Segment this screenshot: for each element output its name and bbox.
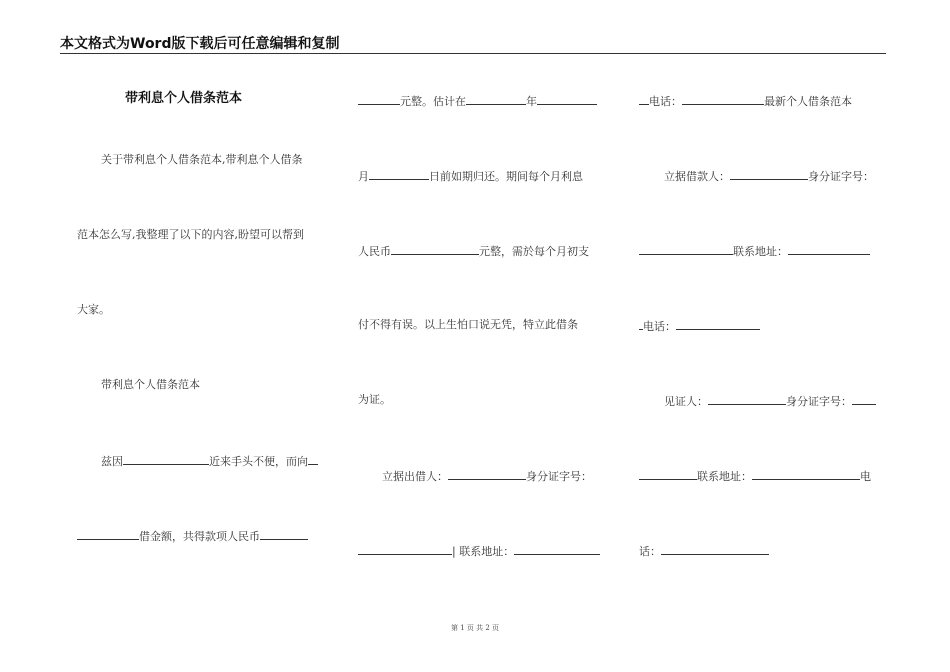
blank-underline[interactable] xyxy=(391,243,479,255)
text-fragment: 立据出借人： xyxy=(382,470,448,483)
paragraph-line xyxy=(639,93,852,109)
paragraph-line: 为证。 xyxy=(358,393,391,406)
page-number: 第 1 页 共 2 页 xyxy=(450,624,500,632)
text-fragment: 月 xyxy=(358,170,369,183)
text-fragment: 电 xyxy=(860,470,871,483)
text-fragment: 日前如期归还。期间每个月利息 xyxy=(429,170,583,183)
blank-underline[interactable] xyxy=(639,93,649,105)
blank-underline[interactable] xyxy=(77,528,139,540)
document-title: 带利息个人借条范本 xyxy=(125,91,243,106)
page-footer xyxy=(0,623,950,633)
paragraph-line xyxy=(77,528,308,544)
paragraph-line xyxy=(358,168,583,184)
text-fragment: 借金额，共得款项人民币 xyxy=(139,530,260,543)
blank-underline[interactable] xyxy=(852,393,876,405)
blank-underline[interactable] xyxy=(639,468,697,480)
blank-underline[interactable] xyxy=(639,243,733,255)
text-fragment: 见证人： xyxy=(664,395,708,408)
paragraph-line xyxy=(358,93,597,109)
blank-underline[interactable] xyxy=(708,393,786,405)
paragraph-line xyxy=(639,543,769,559)
section-subtitle: 带利息个人借条范本 xyxy=(101,378,200,391)
text-fragment: 最新个人借条范本 xyxy=(764,95,852,108)
text-fragment: 年 xyxy=(526,95,537,108)
blank-underline[interactable] xyxy=(260,528,308,540)
paragraph-line: 关于带利息个人借条范本,带利息个人借条 xyxy=(101,153,303,166)
text-fragment: 立据借款人： xyxy=(664,170,730,183)
paragraph-line xyxy=(664,168,874,184)
blank-underline[interactable] xyxy=(752,468,860,480)
text-fragment: 人民币 xyxy=(358,245,391,258)
paragraph-line xyxy=(382,468,592,484)
blank-underline[interactable] xyxy=(682,93,764,105)
header-title: 本文格式为Word版下载后可任意编辑和复制 xyxy=(60,36,340,52)
paragraph-line: 付不得有误。以上生怕口说无凭，特立此借条 xyxy=(358,318,578,331)
paragraph-line xyxy=(358,243,589,259)
paragraph-line xyxy=(639,243,870,259)
text-fragment: 联系地址： xyxy=(733,245,788,258)
text-fragment: 电话： xyxy=(649,95,682,108)
blank-underline[interactable] xyxy=(358,93,400,105)
paragraph-line xyxy=(639,468,871,484)
blank-underline[interactable] xyxy=(308,453,318,465)
text-fragment: 身分证字号： xyxy=(526,470,592,483)
text-fragment: 电话： xyxy=(643,320,676,333)
paragraph-line xyxy=(358,543,600,559)
text-fragment: 身分证字号： xyxy=(808,170,874,183)
blank-underline[interactable] xyxy=(676,318,760,330)
text-fragment: 元整。估计在 xyxy=(400,95,466,108)
blank-underline[interactable] xyxy=(466,93,526,105)
text-fragment: 话： xyxy=(639,545,661,558)
blank-underline[interactable] xyxy=(514,543,600,555)
blank-underline[interactable] xyxy=(358,543,452,555)
blank-underline[interactable] xyxy=(730,168,808,180)
text-fragment: 联系地址： xyxy=(697,470,752,483)
text-fragment: 近来手头不便，而向 xyxy=(209,455,308,468)
paragraph-line xyxy=(639,318,760,334)
blank-underline[interactable] xyxy=(123,453,209,465)
text-fragment: 元整，需於每个月初支 xyxy=(479,245,589,258)
blank-underline[interactable] xyxy=(661,543,769,555)
paragraph-line xyxy=(101,453,318,469)
document-header xyxy=(60,35,886,54)
blank-underline[interactable] xyxy=(788,243,870,255)
paragraph-line: 范本怎么写,我整理了以下的内容,盼望可以帮到 xyxy=(77,228,304,241)
blank-underline[interactable] xyxy=(537,93,597,105)
text-fragment: 身分证字号： xyxy=(786,395,852,408)
blank-underline[interactable] xyxy=(369,168,429,180)
text-fragment: | 联系地址： xyxy=(452,545,515,558)
paragraph-line: 大家。 xyxy=(77,303,110,316)
text-fragment: 兹因 xyxy=(101,455,123,468)
paragraph-line xyxy=(664,393,876,409)
blank-underline[interactable] xyxy=(448,468,526,480)
